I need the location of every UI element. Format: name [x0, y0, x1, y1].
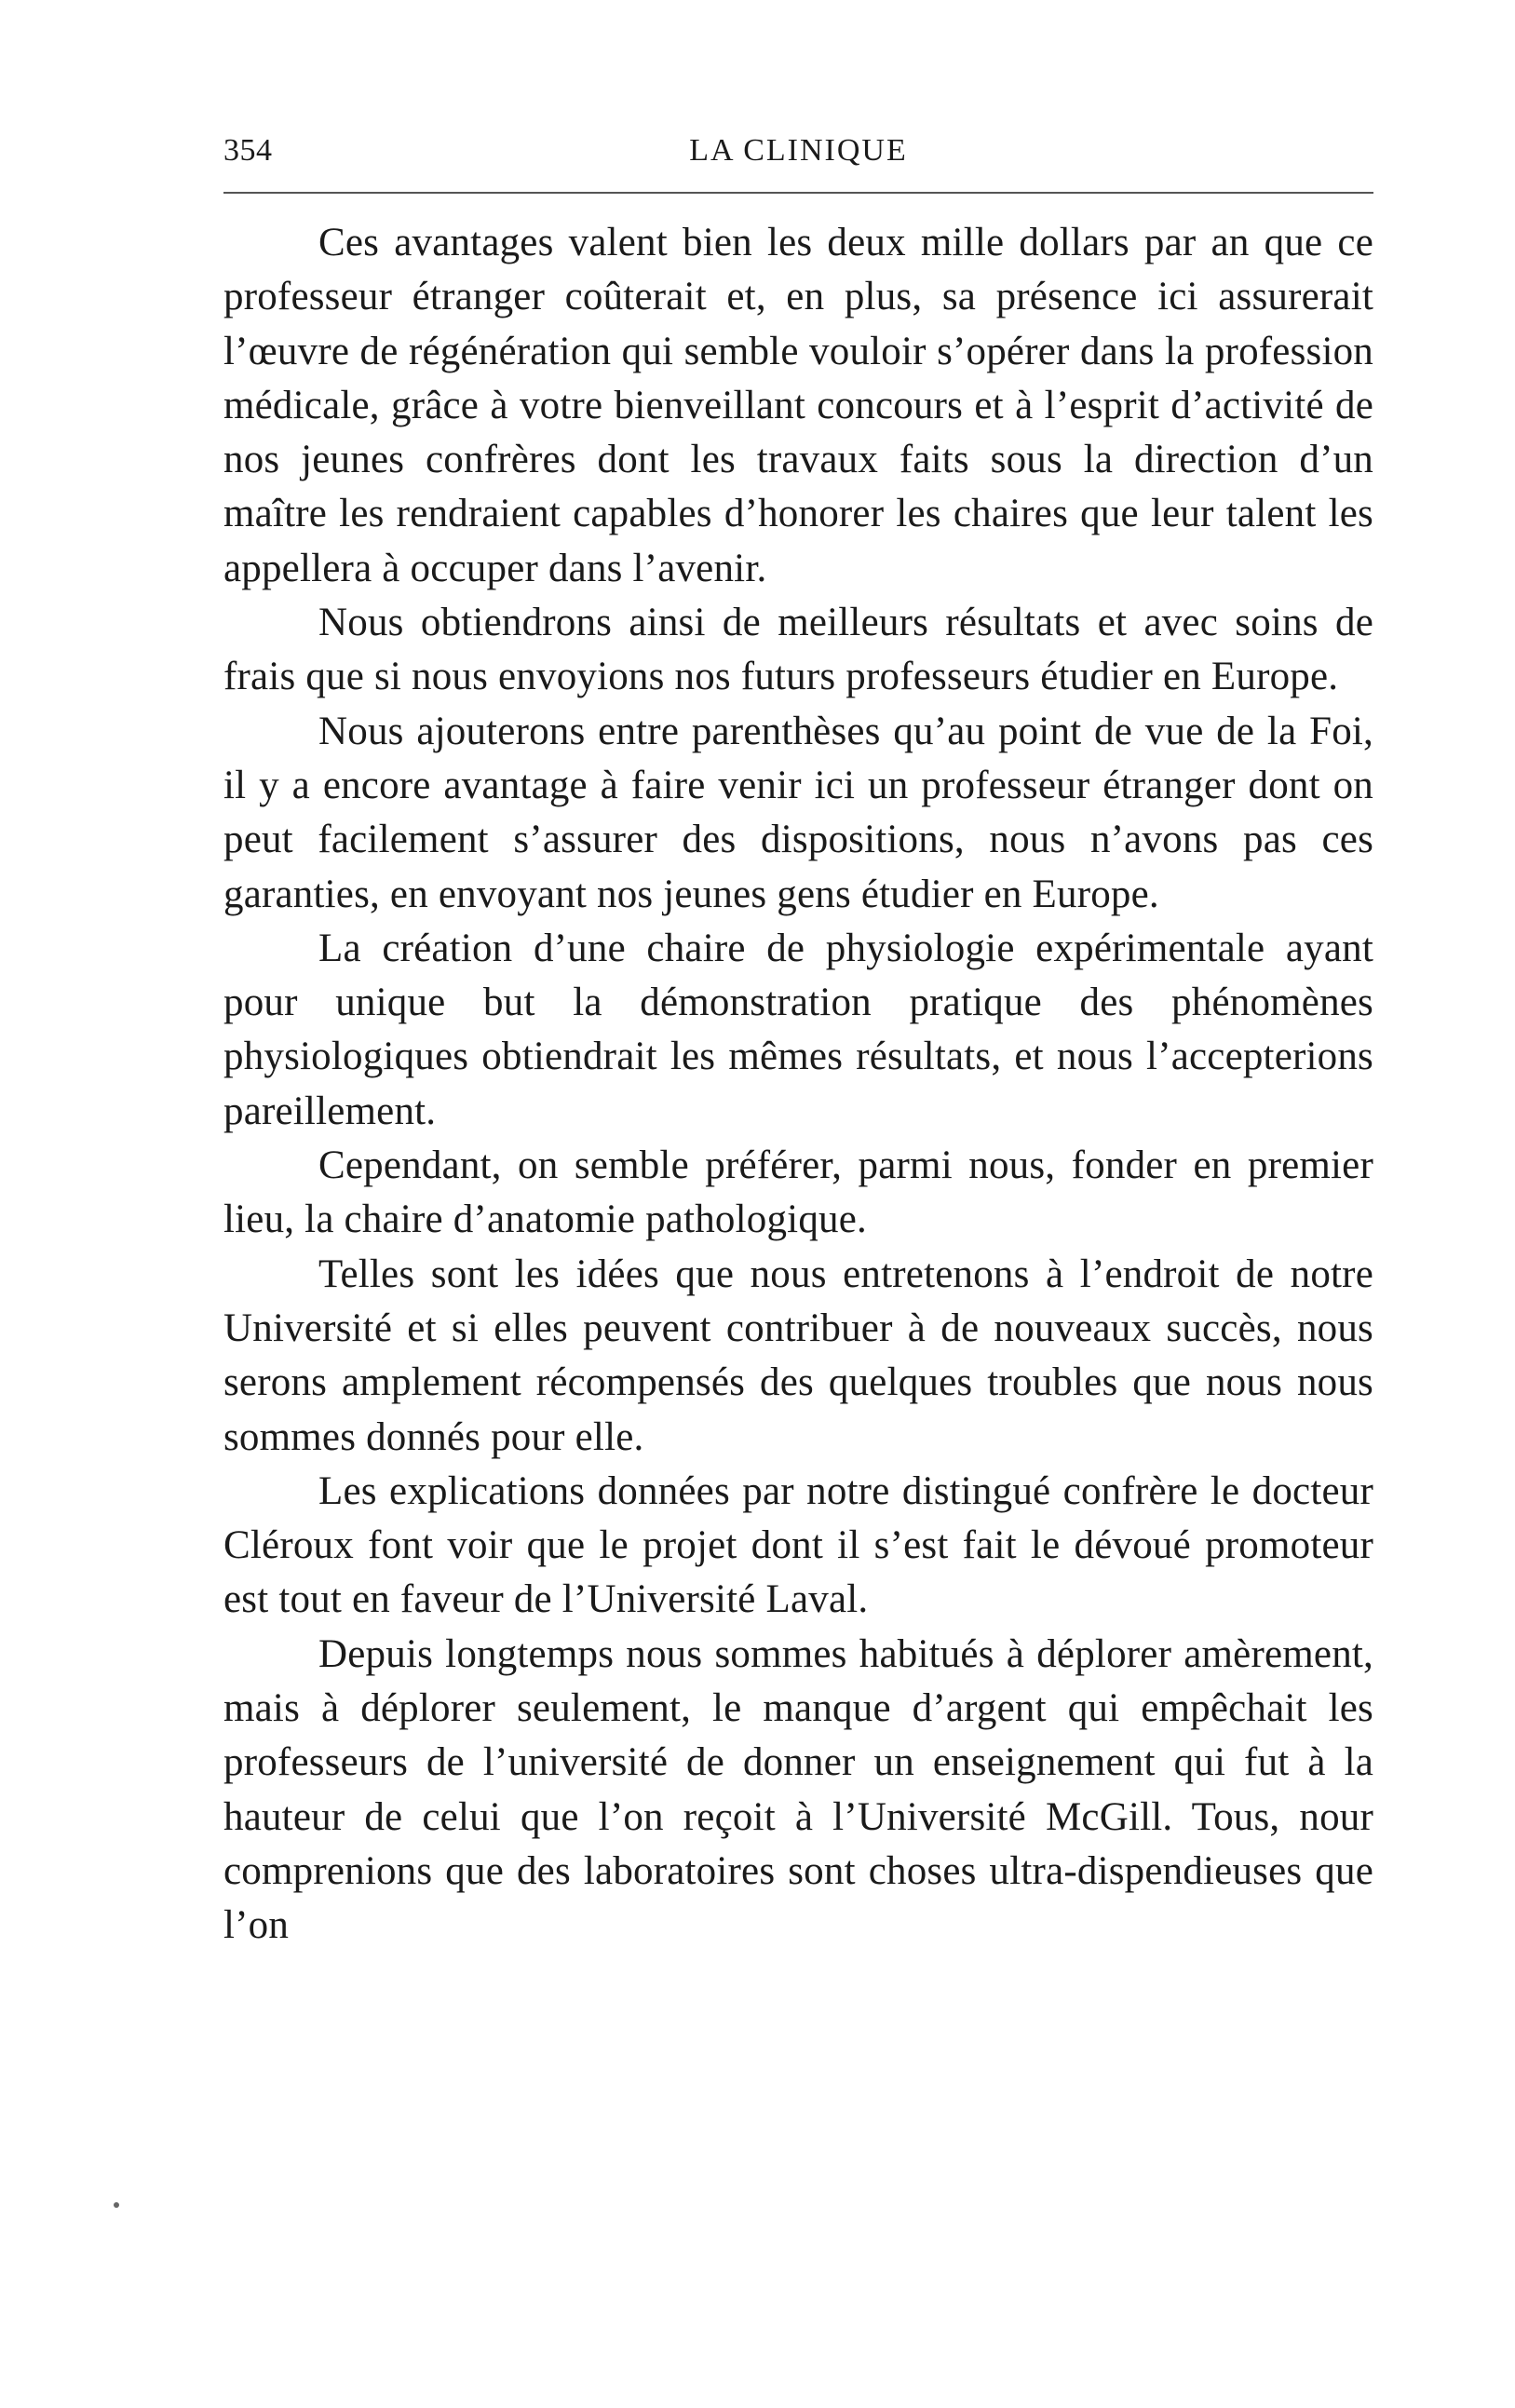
running-title: LA CLINIQUE — [689, 133, 908, 168]
page-number: 354 — [223, 133, 273, 168]
paragraph-6: Telles sont les idées que nous entretenons à l’endroit de notre Université et si elles peuvent contribuer à de nouveaux succès, nous serons amplement récompensés des quelques troubles que nous nous sommes donnés pour elle. — [223, 1251, 1373, 1459]
paragraph-3: Nous ajouterons entre parenthèses qu’au point de vue de la Foi, il y a encore avantage à faire venir ici un professeur étranger dont on peut facilement s’assurer des dispositions, nous n’avons pas ces garanties, en envoyant nos jeunes gens étudier en Europe. — [223, 709, 1373, 916]
page-header — [223, 132, 1373, 188]
paragraph-8: Depuis longtemps nous sommes habitués à déplorer amèrement, mais à déplorer seulement, le manque d’argent qui empêchait les professeurs de l’université de donner un enseignement qui fut à la hauteur de celui que l’on reçoit à l’Université McGill. Tous, nour comprenions que des laboratoires sont choses ultra-dispendieuses que l’on — [223, 1631, 1373, 1948]
paragraph-2: Nous obtiendrons ainsi de meilleurs résultats et avec soins de frais que si nous envoyions nos futurs professeurs étudier en Europe. — [223, 601, 1373, 699]
body-text — [223, 216, 1373, 1954]
header-divider — [223, 192, 1373, 194]
paragraph-7: Les explications données par notre distingué confrère le docteur Cléroux font voir que le projet dont il s’est fait le dévoué promoteur est tout en faveur de l’Université Laval. — [223, 1468, 1373, 1622]
paragraph-5: Cependant, on semble préférer, parmi nous, fonder en premier lieu, la chaire d’anatomie pathologique. — [223, 1143, 1373, 1242]
paragraph-1: Ces avantages valent bien les deux mille dollars par an que ce professeur étranger coûterait et, en plus, sa présence ici assurerait l’œuvre de régénération qui semble vouloir s’opérer dans la profession médicale, grâce à votre bienveillant concours et à l’esprit d’activité de nos jeunes confrères dont les travaux faits sous la direction d’un maître les rendraient capables d’honorer les chaires que leur talent les appellera à occuper dans l’avenir. — [223, 221, 1373, 590]
margin-speck — [114, 2202, 119, 2208]
paragraph-4: La création d’une chaire de physiologie expérimentale ayant pour unique but la démonstration pratique des phénomènes physiologiques obtiendrait les mêmes résultats, et nous l’accepterions pareillement. — [223, 926, 1373, 1133]
